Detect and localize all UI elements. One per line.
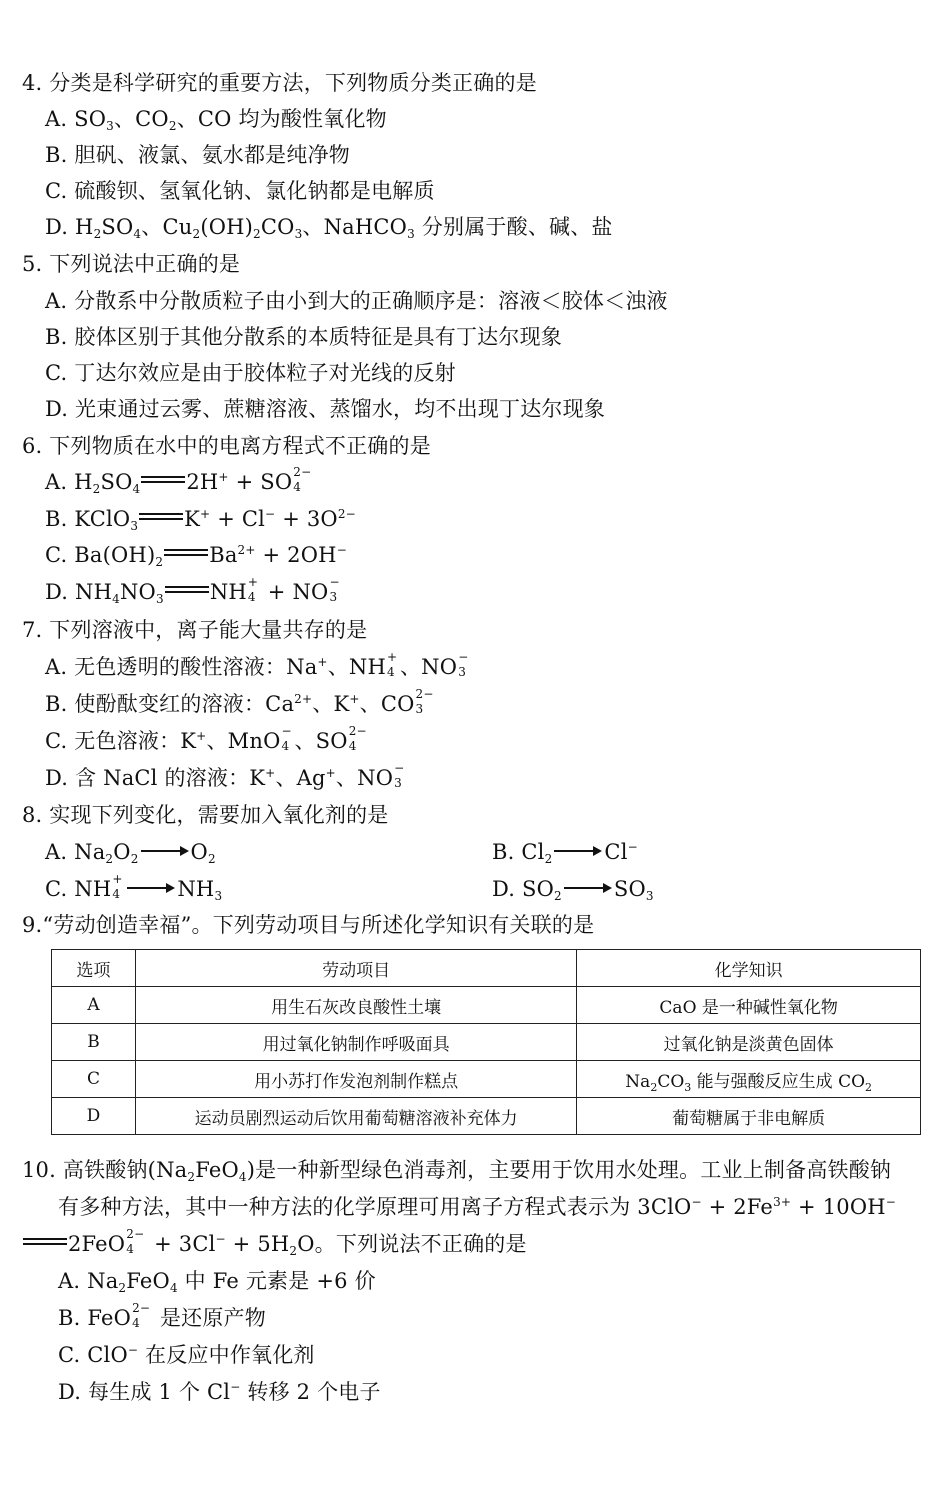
equals-sign-icon — [165, 589, 209, 599]
table-cell-item: 用生石灰改良酸性土壤 — [135, 987, 576, 1024]
q5-option-a: A. 分散系中分散质粒子由小到大的正确顺序是：溶液＜胶体＜浊液 — [45, 289, 668, 313]
arrow-icon — [554, 849, 602, 859]
equals-sign-icon — [141, 479, 185, 489]
q9-stem: 9.“劳动创造幸福”。下列劳动项目与所述化学知识有关联的是 — [22, 913, 595, 937]
table-cell-item: 用过氧化钠制作呼吸面具 — [135, 1024, 576, 1061]
q6-option-c: C. $Ba(OH)_2$ $Ba^{2+} + 2OH^-$ — [45, 543, 347, 569]
q10-stem-line1: 10. 高铁酸钠$(Na_2FeO_4)$是一种新型绿色消毒剂，主要用于饮用水处理。工业上制备高铁酸钠 — [22, 1158, 892, 1184]
table-cell-knowledge: CaO 是一种碱性氧化物 — [577, 987, 921, 1024]
equals-sign-icon — [139, 516, 183, 526]
q5-option-b: B. 胶体区别于其他分散系的本质特征是具有丁达尔现象 — [45, 325, 562, 349]
table-cell-item: 用小苏打作发泡剂制作糕点 — [135, 1061, 576, 1098]
q4-option-d: D. $H_2SO_4$、$Cu_2(OH)_2CO_3$、NaHCO$_3$ 分别属于酸、碱、盐 — [45, 215, 613, 241]
q7-option-a: A. 无色透明的酸性溶液：Na+、NH + 4 、NO − 3 — [45, 650, 469, 679]
q6-option-a: A. $H_2SO_4$ 2H+ + SO 2− 4 — [45, 465, 312, 496]
table-cell-knowledge: 过氧化钠是淡黄色固体 — [577, 1024, 921, 1061]
table-cell-option: C — [52, 1061, 136, 1098]
q8-option-b: B. $Cl_2$ Cl− — [492, 840, 638, 866]
arrow-icon — [127, 886, 175, 896]
arrow-icon — [564, 886, 612, 896]
table-cell-option: A — [52, 987, 136, 1024]
table-cell-item: 运动员剧烈运动后饮用葡萄糖溶液补充体力 — [135, 1098, 576, 1135]
q10-option-b: B. FeO 2− 4 是还原产物 — [58, 1301, 266, 1330]
arrow-icon — [141, 849, 189, 859]
q7-stem: 7. 下列溶液中，离子能大量共存的是 — [22, 618, 368, 642]
q6-option-d: D. $NH_4NO_3$ NH + 4 + NO − 3 — [45, 575, 340, 606]
q7-option-d: D. 含 NaCl 的溶液：K+、Ag+、NO − 3 — [45, 761, 405, 790]
q7-option-b: B. 使酚酞变红的溶液：$Ca^{2+}$、K+、CO 2− 3 — [45, 687, 434, 716]
q4-option-a: A. $SO_3$、$CO_2$、CO 均为酸性氧化物 — [45, 107, 387, 133]
q6-stem: 6. 下列物质在水中的电离方程式不正确的是 — [22, 434, 431, 458]
q4-option-c: C. 硫酸钡、氢氧化钠、氯化钠都是电解质 — [45, 179, 435, 203]
q4-stem: 4. 分类是科学研究的重要方法，下列物质分类正确的是 — [22, 71, 537, 95]
q6-option-b: B. KClO$_3$ $K^+ + Cl^- + 3O^{2-}$ — [45, 507, 356, 533]
equals-sign-icon — [164, 552, 208, 562]
table-cell-knowledge: 葡萄糖属于非电解质 — [577, 1098, 921, 1135]
table-row — [52, 987, 921, 1024]
q8-option-d: D. $SO_2$ $SO_3$ — [492, 877, 654, 903]
q10-option-c: C. ClO− 在反应中作氧化剂 — [58, 1343, 315, 1367]
q5-stem: 5. 下列说法中正确的是 — [22, 252, 241, 276]
equals-sign-icon — [23, 1241, 67, 1251]
table-cell-knowledge: $Na_2CO_3$ 能与强酸反应生成 $CO_2$ — [577, 1061, 921, 1098]
q8-option-a: A. $Na_2O_2$ $O_2$ — [45, 840, 216, 866]
table-cell-option: B — [52, 1024, 136, 1061]
q9-table — [51, 949, 921, 1135]
q10-stem-line2: 有多种方法，其中一种方法的化学原理可用离子方程式表示为 $3ClO^- + 2Fe^{3+} + 10OH^-$ — [58, 1195, 897, 1219]
q7-option-c: C. 无色溶液：K+、MnO − 4 、SO 2− 4 — [45, 724, 367, 753]
q8-option-c: C. NH + 4 $NH_3$ — [45, 872, 223, 903]
table-row — [52, 1061, 921, 1098]
q10-option-d: D. 每生成 1 个 Cl− 转移 2 个电子 — [58, 1380, 381, 1404]
q8-stem: 8. 实现下列变化，需要加入氧化剂的是 — [22, 803, 389, 827]
q5-option-c: C. 丁达尔效应是由于胶体粒子对光线的反射 — [45, 361, 456, 385]
q4-option-b: B. 胆矾、液氯、氨水都是纯净物 — [45, 143, 350, 167]
table-cell-option: D — [52, 1098, 136, 1135]
table-row — [52, 1024, 921, 1061]
table-header-cell: 化学知识 — [577, 950, 921, 987]
table-row — [52, 1098, 921, 1135]
q10-stem-line3: 2FeO 2− 4 + $3Cl^- + 5H_2O$。下列说法不正确的是 — [22, 1231, 527, 1257]
table-header-cell: 劳动项目 — [135, 950, 576, 987]
table-header-row — [52, 950, 921, 987]
q5-option-d: D. 光束通过云雾、蔗糖溶液、蒸馏水，均不出现丁达尔现象 — [45, 397, 606, 421]
q10-option-a: A. $Na_2FeO_4$ 中 Fe 元素是 +6 价 — [58, 1269, 376, 1295]
table-header-cell: 选项 — [52, 950, 136, 987]
